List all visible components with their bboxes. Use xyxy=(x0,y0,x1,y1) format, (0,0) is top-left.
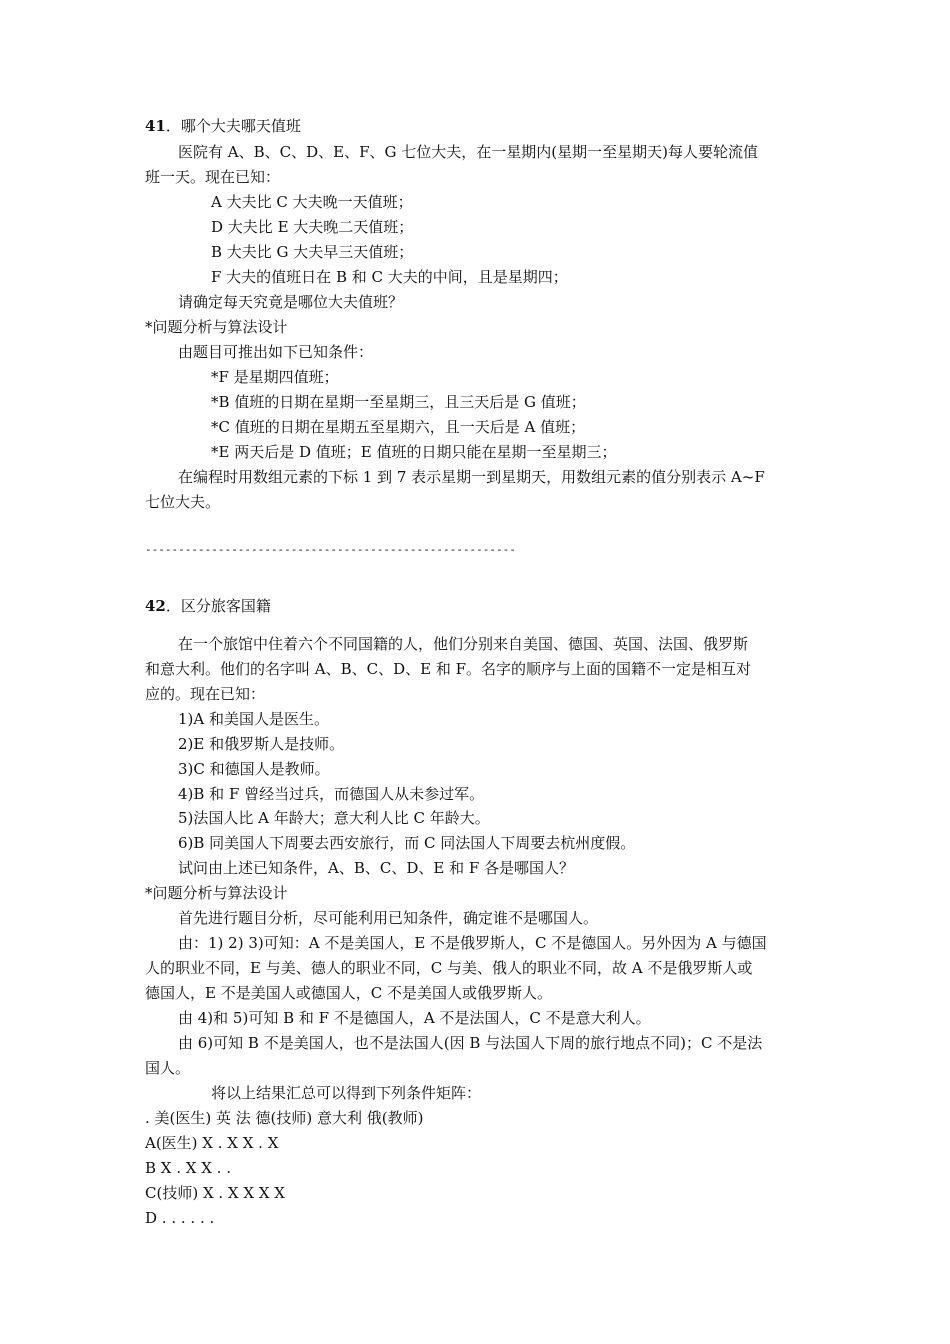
section-41-condition: *C 值班的日期在星期五至星期六，且一天后是 A 值班； xyxy=(211,418,586,436)
section-42-heading xyxy=(145,594,271,618)
section-42-analysis-line: 国人。 xyxy=(145,1059,191,1077)
section-42-analysis-line: 由：1) 2) 3)可知：A 不是美国人，E 不是俄罗斯人，C 不是德国人。另外因为 A 与德国 xyxy=(178,934,767,952)
section-41-intro-line-2: 班一天。现在已知： xyxy=(145,168,281,186)
section-42-fact: 2)E 和俄罗斯人是技师。 xyxy=(178,735,345,753)
section-41-condition: *B 值班的日期在星期一至星期三，且三天后是 G 值班； xyxy=(211,393,586,411)
section-42-analysis-line: 人的职业不同，E 与美、德人的职业不同，C 与美、俄人的职业不同，故 A 不是俄罗斯人或 xyxy=(145,959,753,977)
matrix-row: B X . X X . . xyxy=(145,1159,231,1177)
section-42-analysis-heading: *问题分析与算法设计 xyxy=(145,884,288,902)
section-42-analysis-line: 德国人，E 不是美国人或德国人，C 不是美国人或俄罗斯人。 xyxy=(145,984,552,1002)
section-41-question: 请确定每天究竟是哪位大夫值班？ xyxy=(178,293,404,311)
section-41-fact: A 大夫比 C 大夫晚一天值班； xyxy=(211,193,413,211)
section-41-fact: B 大夫比 G 大夫早三天值班； xyxy=(211,243,414,261)
section-42-analysis-line: 由 6)可知 B 不是美国人，也不是法国人(因 B 与法国人下周的旅行地点不同)；C 不是法 xyxy=(178,1034,763,1052)
section-42-fact: 4)B 和 F 曾经当过兵，而德国人从未参过军。 xyxy=(178,785,485,803)
section-42-number: 42 xyxy=(145,597,166,615)
section-41-analysis-heading: *问题分析与算法设计 xyxy=(145,318,288,336)
section-41-program-line-2: 七位大夫。 xyxy=(145,493,221,511)
section-42-intro-line-1: 在一个旅馆中住着六个不同国籍的人，他们分别来自美国、德国、英国、法国、俄罗斯 xyxy=(178,635,749,653)
matrix-header-row: . 美(医生) 英 法 德(技师) 意大利 俄(教师) xyxy=(145,1109,424,1127)
section-42-analysis-line: 由 4)和 5)可知 B 和 F 不是德国人，A 不是法国人，C 不是意大利人。 xyxy=(178,1009,651,1027)
section-42-intro-line-3: 应的。现在已知： xyxy=(145,685,266,703)
section-41-number: 41 xyxy=(145,117,166,135)
section-42-analysis-line: 首先进行题目分析，尽可能利用已知条件，确定谁不是哪国人。 xyxy=(178,909,599,927)
section-42-fact: 1)A 和美国人是医生。 xyxy=(178,710,329,728)
section-41-intro-line-1: 医院有 A、B、C、D、E、F、G 七位大夫，在一星期内(星期一至星期天)每人要轮流值 xyxy=(178,143,758,161)
section-41-heading xyxy=(145,114,301,138)
section-41-fact: F 大夫的值班日在 B 和 C 大夫的中间，且是星期四； xyxy=(211,268,568,286)
matrix-row: D . . . . . . xyxy=(145,1209,215,1227)
section-41-derive: 由题目可推出如下已知条件： xyxy=(178,343,374,361)
section-41-condition: *E 两天后是 D 值班；E 值班的日期只能在星期一至星期三； xyxy=(211,443,617,461)
section-42-fact: 3)C 和德国人是教师。 xyxy=(178,760,330,778)
section-42-intro-line-2: 和意大利。他们的名字叫 A、B、C、D、E 和 F。名字的顺序与上面的国籍不一定是相互对 xyxy=(145,660,752,678)
section-41-title: ．哪个大夫哪天值班 xyxy=(165,117,301,135)
section-42-question: 试问由上述已知条件，A、B、C、D、E 和 F 各是哪国人？ xyxy=(178,859,575,877)
section-41-condition: *F 是星期四值班； xyxy=(211,368,339,386)
section-42-fact: 6)B 同美国人下周要去西安旅行，而 C 同法国人下周要去杭州度假。 xyxy=(178,834,636,852)
section-41-program-line-1: 在编程时用数组元素的下标 1 到 7 表示星期一到星期天，用数组元素的值分别表示 A~F xyxy=(178,468,765,486)
matrix-row: C(技师) X . X X X X xyxy=(145,1184,285,1202)
section-42-fact: 5)法国人比 A 年龄大；意大利人比 C 年龄大。 xyxy=(178,809,490,827)
section-42-title: ．区分旅客国籍 xyxy=(165,597,271,615)
matrix-row: A(医生) X . X X . X xyxy=(145,1134,279,1152)
section-separator: -------------------------------------------------------- xyxy=(145,543,516,556)
section-42-summary: 将以上结果汇总可以得到下列条件矩阵： xyxy=(211,1084,482,1102)
section-41-fact: D 大夫比 E 大夫晚二天值班； xyxy=(211,218,414,236)
